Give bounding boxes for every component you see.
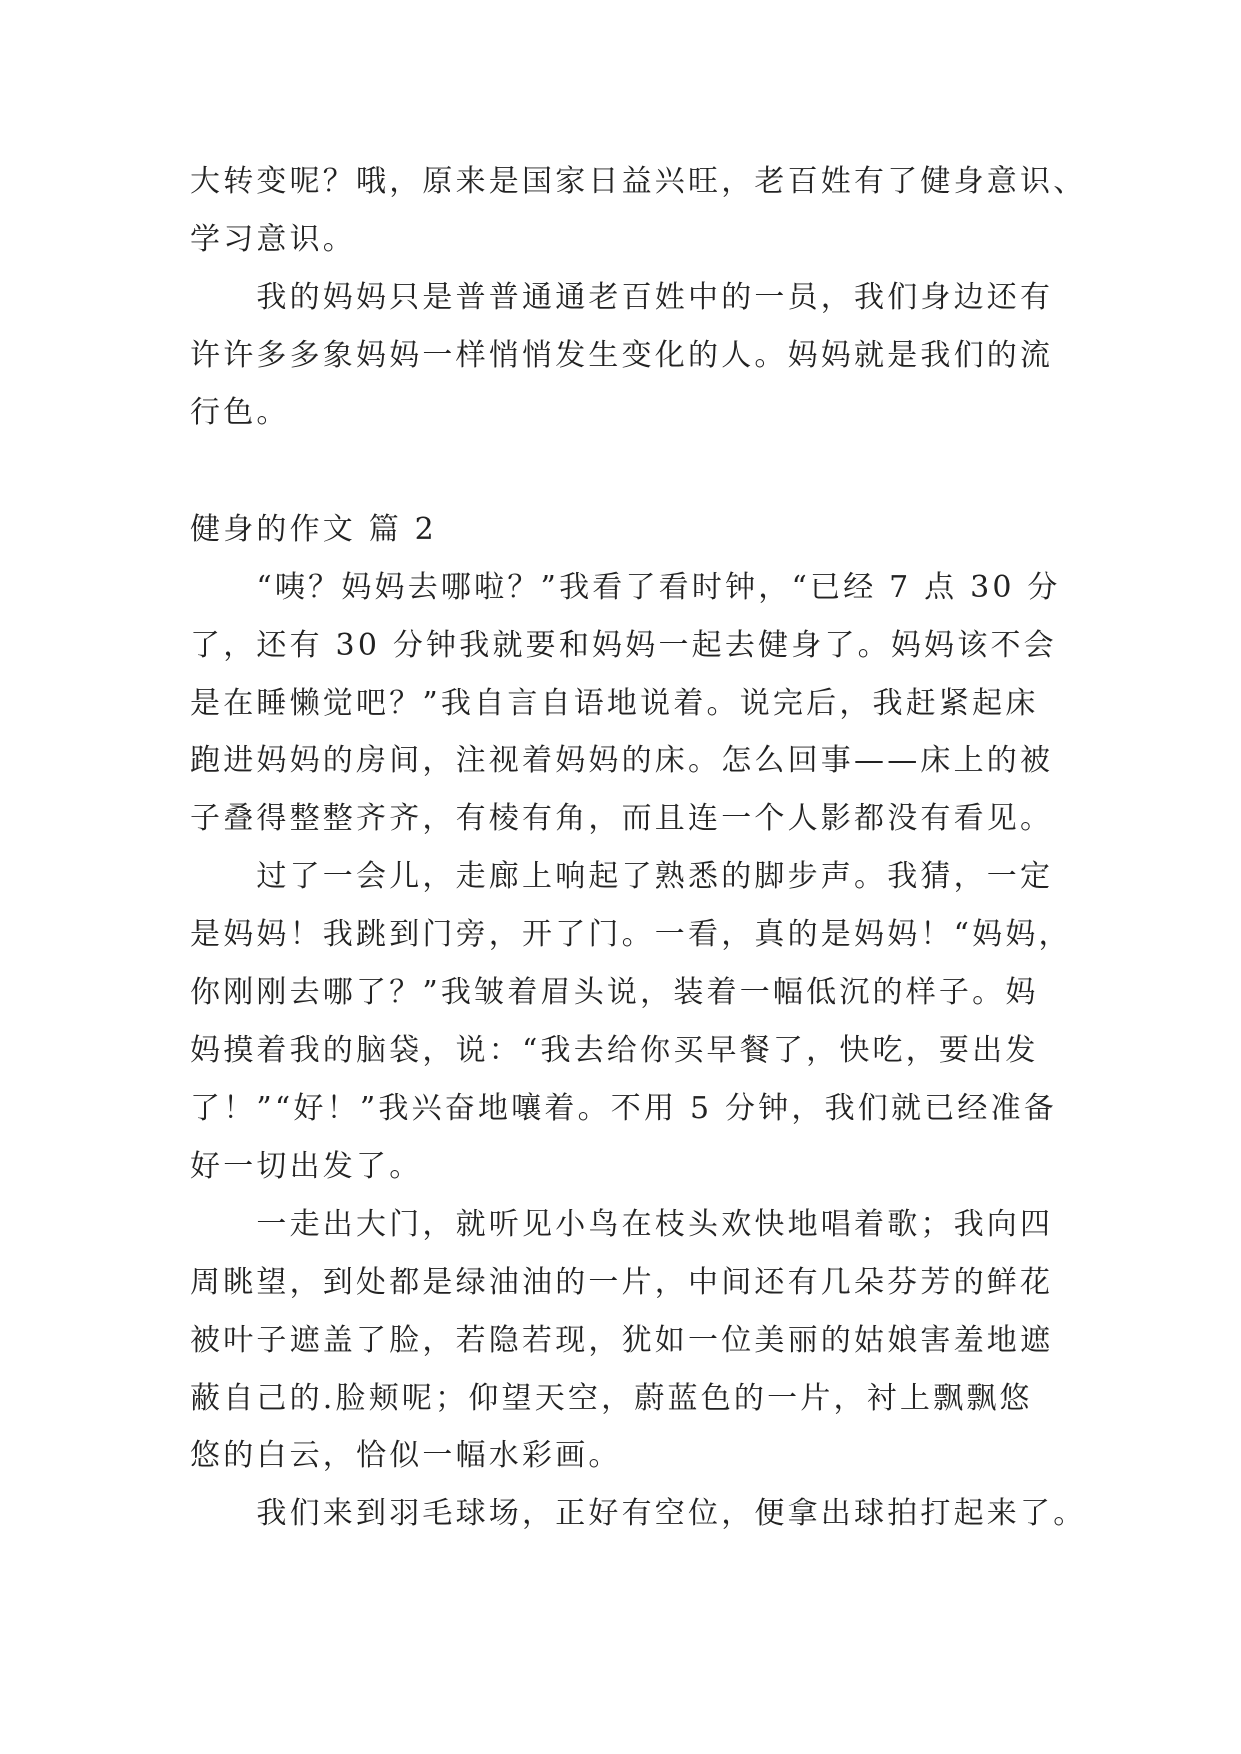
text-line: 是在睡懒觉吧？”我自言自语地说着。说完后，我赶紧起床 bbox=[190, 686, 1039, 721]
text-line: 悠的白云，恰似一幅水彩画。 bbox=[190, 1438, 622, 1473]
text-line: 好一切出发了。 bbox=[190, 1149, 423, 1184]
text-line: 子叠得整整齐齐，有棱有角，而且连一个人影都没有看见。 bbox=[190, 801, 1054, 836]
text-line: 你刚刚去哪了？”我皱着眉头说，装着一幅低沉的样子。妈 bbox=[190, 975, 1039, 1010]
text-line: 大转变呢？哦，原来是国家日益兴旺，老百姓有了健身意识、 bbox=[190, 164, 1087, 199]
text-line: 我的妈妈只是普普通通老百姓中的一员，我们身边还有 bbox=[190, 280, 1054, 315]
text-line: 过了一会儿，走廊上响起了熟悉的脚步声。我猜，一定 bbox=[190, 859, 1054, 894]
text-line: 一走出大门，就听见小鸟在枝头欢快地唱着歌；我向四 bbox=[190, 1207, 1054, 1242]
text-line: 了，还有 30 分钟我就要和妈妈一起去健身了。妈妈该不会 bbox=[190, 628, 1057, 663]
text-line: 行色。 bbox=[190, 395, 290, 430]
text-line: 妈摸着我的脑袋，说：“我去给你买早餐了，快吃，要出发 bbox=[190, 1033, 1039, 1068]
text-line: 我们来到羽毛球场，正好有空位，便拿出球拍打起来了。 bbox=[190, 1496, 1087, 1531]
text-line: 是妈妈！我跳到门旁，开了门。一看，真的是妈妈！“妈妈， bbox=[190, 917, 1072, 952]
text-line: 了！”“好！”我兴奋地嚷着。不用 5 分钟，我们就已经准备 bbox=[190, 1091, 1057, 1126]
text-line: 蔽自己的.脸颊呢；仰望天空，蔚蓝色的一片，衬上飘飘悠 bbox=[190, 1381, 1033, 1416]
text-line: 许许多多象妈妈一样悄悄发生变化的人。妈妈就是我们的流 bbox=[190, 338, 1054, 373]
text-line: 学习意识。 bbox=[190, 222, 356, 257]
text-line: 跑进妈妈的房间，注视着妈妈的床。怎么回事——床上的被 bbox=[190, 743, 1054, 778]
text-line: 周眺望，到处都是绿油油的一片，中间还有几朵芬芳的鲜花 bbox=[190, 1265, 1054, 1300]
text-line: 被叶子遮盖了脸，若隐若现，犹如一位美丽的姑娘害羞地遮 bbox=[190, 1323, 1054, 1358]
section-heading: 健身的作文 篇 2 bbox=[190, 512, 437, 547]
text-line: “咦？妈妈去哪啦？”我看了看时钟，“已经 7 点 30 分 bbox=[190, 570, 1061, 605]
